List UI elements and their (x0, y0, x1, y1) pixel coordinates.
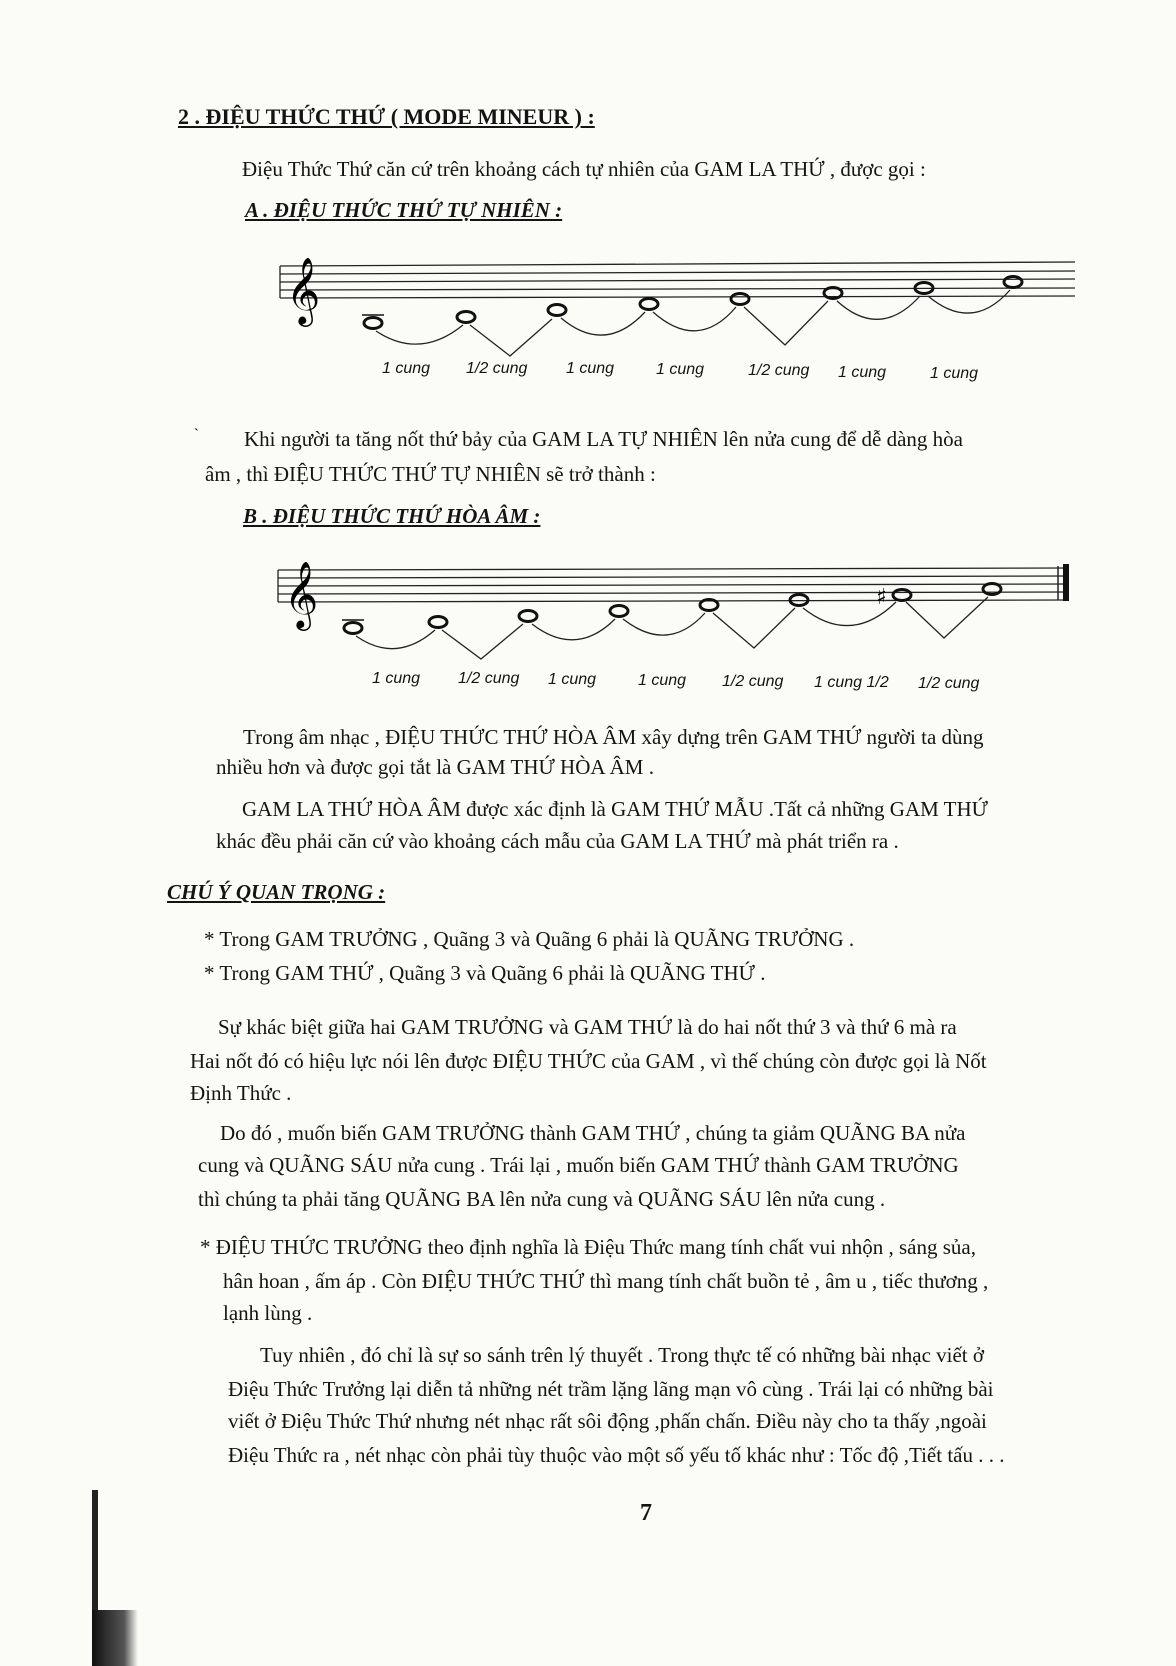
paragraph-line: khác đều phải căn cứ vào khoảng cách mẫu của GAM LA THỨ mà phát triển ra . (216, 829, 899, 853)
staff-line (278, 568, 1068, 570)
interval-label: 1 cung (838, 364, 887, 381)
paragraph-line: * ĐIỆU THỨC TRƯỞNG theo định nghĩa là Điệu Thức mang tính chất vui nhộn , sáng sủa, (200, 1235, 976, 1259)
staff-line (280, 262, 1075, 266)
staff-line (280, 296, 1075, 298)
interval-label: 1/2 cung (458, 670, 520, 687)
paragraph-line: GAM LA THỨ HÒA ÂM được xác định là GAM THỨ MẪU .Tất cả những GAM THỨ (242, 797, 988, 821)
note-item: * Trong GAM THỨ , Quãng 3 và Quãng 6 phải là QUÃNG THỨ . (204, 961, 766, 985)
subheading-harmonic-minor: B . ĐIỆU THỨC THỨ HÒA ÂM : (243, 504, 541, 528)
paragraph-line: Khi người ta tăng nốt thứ bảy của GAM LA TỰ NHIÊN lên nửa cung để dễ dàng hòa (244, 427, 964, 451)
whole-note-icon (364, 318, 382, 329)
paragraph-line: thì chúng ta phải tăng QUÃNG BA lên nửa cung và QUÃNG SÁU lên nửa cung . (198, 1187, 886, 1211)
whole-note-icon (893, 590, 911, 601)
whole-note-icon (519, 611, 537, 622)
interval-label: 1 cung (382, 360, 431, 377)
staff-line (278, 576, 1068, 578)
important-note-heading: CHÚ Ý QUAN TRỌNG : (167, 880, 386, 904)
paragraph-line: hân hoan , ấm áp . Còn ĐIỆU THỨC THỨ thì mang tính chất buồn tẻ , âm u , tiếc thương , (223, 1269, 989, 1293)
whole-note-icon (548, 305, 566, 316)
staff-natural-minor (280, 230, 1080, 330)
interval-label: 1/2 cung (748, 362, 810, 379)
paragraph-line: Điệu Thức ra , nét nhạc còn phải tùy thuộc vào một số yếu tố khác như : Tốc độ ,Tiết tấu . . . (228, 1443, 1005, 1467)
paragraph-line: Hai nốt đó có hiệu lực nói lên được ĐIỆU THỨC của GAM , vì thế chúng còn được gọi là Nốt (190, 1049, 987, 1073)
paragraph-line: Định Thức . (190, 1081, 292, 1105)
interval-label: 1 cung 1/2 (814, 674, 889, 691)
whole-note-icon (457, 312, 475, 323)
interval-label: 1/2 cung (722, 673, 784, 690)
page-number: 7 (640, 1500, 652, 1526)
treble-clef-icon: 𝄞 (286, 256, 321, 324)
whole-note-icon (731, 294, 749, 305)
paragraph-line: viết ở Điệu Thức Thứ nhưng nét nhạc rất sôi động ,phấn chấn. Điều này cho ta thấy ,ngoài (228, 1409, 987, 1433)
sharp-icon: ♯ (876, 585, 887, 610)
interval-label: 1/2 cung (466, 360, 528, 377)
notes (342, 584, 1001, 634)
intro-text: Điệu Thức Thứ căn cứ trên khoảng cách tự nhiên của GAM LA THỨ , được gọi : (242, 157, 926, 181)
whole-note-icon (640, 299, 658, 310)
whole-note-icon (1004, 277, 1022, 288)
paragraph-line: Sự khác biệt giữa hai GAM TRƯỞNG và GAM THỨ là do hai nốt thứ 3 và thứ 6 mà ra (218, 1015, 957, 1039)
interval-label: 1 cung (638, 672, 687, 689)
subheading-natural-minor: A . ĐIỆU THỨC THỨ TỰ NHIÊN : (245, 198, 563, 222)
paragraph-line: nhiều hơn và được gọi tắt là GAM THỨ HÒA ÂM . (216, 755, 654, 779)
whole-note-icon (429, 617, 447, 628)
interval-label: 1 cung (656, 361, 705, 378)
final-barline-thick (1063, 564, 1069, 601)
paragraph-line: Điệu Thức Trưởng lại diễn tả những nét trầm lặng lãng mạn vô cùng . Trái lại có những bài (228, 1377, 994, 1401)
note-item: * Trong GAM TRƯỞNG , Quãng 3 và Quãng 6 phải là QUÃNG TRƯỞNG . (204, 927, 855, 951)
paragraph-line: lạnh lùng . (223, 1301, 313, 1325)
whole-note-icon (983, 584, 1001, 595)
whole-note-icon (610, 606, 628, 617)
whole-note-icon (344, 623, 362, 634)
staff-line (278, 600, 1068, 602)
paragraph-line: Do đó , muốn biến GAM TRƯỞNG thành GAM THỨ , chúng ta giảm QUÃNG BA nửa (220, 1121, 966, 1145)
paragraph-line: Tuy nhiên , đó chỉ là sự so sánh trên lý thuyết . Trong thực tế có những bài nhạc viết ở (260, 1343, 984, 1367)
paragraph-line: Trong âm nhạc , ĐIỆU THỨC THỨ HÒA ÂM xây dựng trên GAM THỨ người ta dùng (243, 725, 984, 749)
notes (362, 277, 1022, 329)
paragraph-line: cung và QUÃNG SÁU nửa cung . Trái lại , muốn biến GAM THỨ thành GAM TRƯỞNG (198, 1153, 959, 1177)
interval-label: 1 cung (566, 360, 615, 377)
treble-clef-icon: 𝄞 (284, 560, 319, 628)
section-heading: 2 . ĐIỆU THỨC THỨ ( MODE MINEUR ) : (178, 104, 595, 129)
staff-harmonic-minor (278, 536, 1078, 636)
whole-note-icon (790, 595, 808, 606)
interval-label: 1 cung (548, 671, 597, 688)
paragraph-line: âm , thì ĐIỆU THỨC THỨ TỰ NHIÊN sẽ trở thành : (205, 462, 656, 486)
staff-line (278, 592, 1068, 594)
stray-mark: ` (194, 427, 199, 442)
scan-corner-shadow (92, 1610, 138, 1666)
staff-line (278, 584, 1068, 586)
interval-label: 1 cung (372, 670, 421, 687)
interval-arcs (356, 597, 988, 659)
staff-line (280, 288, 1075, 290)
interval-label: 1 cung (930, 365, 979, 382)
staff-line (280, 271, 1075, 274)
staff-line (280, 279, 1075, 282)
interval-label: 1/2 cung (918, 675, 980, 692)
